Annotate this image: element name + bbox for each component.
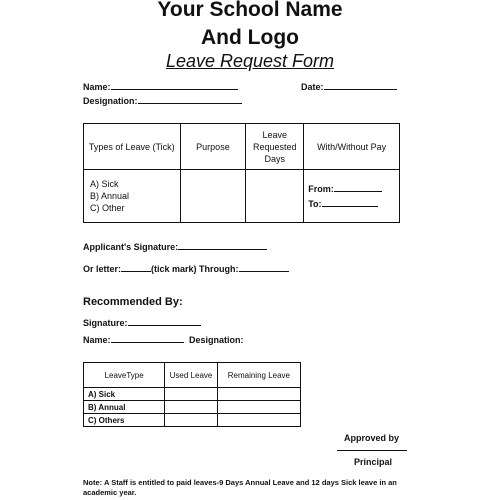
school-name: Your School Name — [157, 0, 343, 21]
to-blank[interactable] — [322, 197, 378, 207]
applicant-signature-label: Applicant's Signature: — [83, 242, 179, 252]
types-cell — [84, 170, 181, 223]
recommend-name-blank[interactable] — [111, 333, 184, 343]
summary-remaining-cell[interactable] — [217, 388, 300, 401]
approved-by-label: Approved by — [344, 433, 400, 443]
summary-row-sick — [84, 388, 301, 401]
summary-row-others — [84, 414, 301, 427]
name-label: Name: — [83, 82, 111, 92]
summary-remaining-cell[interactable] — [217, 401, 300, 414]
summary-header-row — [84, 363, 301, 388]
type-sick[interactable]: A) Sick — [90, 179, 119, 189]
header-types: Types of Leave (Tick) — [84, 124, 181, 170]
date-field — [301, 80, 397, 93]
from-field — [308, 182, 399, 195]
name-blank[interactable] — [111, 80, 238, 90]
from-blank[interactable] — [334, 182, 382, 192]
to-field — [308, 197, 399, 210]
recommend-signature-label: Signature: — [83, 318, 128, 328]
summary-row-label: B) Annual — [84, 401, 165, 414]
recommend-designation-label: Designation: — [189, 335, 244, 345]
summary-remaining-cell[interactable] — [217, 414, 300, 427]
summary-row-label: C) Others — [84, 414, 165, 427]
or-letter-blank[interactable] — [121, 262, 151, 272]
header-purpose: Purpose — [180, 124, 246, 170]
header-pay: With/Without Pay — [304, 124, 400, 170]
recommend-signature-blank[interactable] — [128, 316, 201, 326]
applicant-signature-blank[interactable] — [178, 240, 267, 250]
form-title: Leave Request Form — [165, 51, 335, 71]
name-field — [83, 80, 238, 93]
applicant-signature-field — [83, 240, 267, 253]
or-letter-label: Or letter: — [83, 264, 122, 274]
date-blank[interactable] — [324, 80, 397, 90]
type-annual[interactable]: B) Annual — [90, 191, 130, 201]
logo-text: And Logo — [201, 26, 299, 49]
from-label: From: — [308, 184, 334, 194]
leave-table-header-row — [84, 124, 400, 170]
summary-used-cell[interactable] — [165, 388, 217, 401]
recommend-name-label: Name: — [83, 335, 111, 345]
designation-blank[interactable] — [138, 94, 242, 104]
summary-used-cell[interactable] — [165, 414, 217, 427]
recommend-name-field — [83, 333, 244, 346]
principal-signature-line[interactable] — [337, 450, 407, 451]
summary-header-remaining: Remaining Leave — [217, 363, 300, 388]
header-days: Leave Requested Days — [246, 124, 304, 170]
summary-header-used: Used Leave — [165, 363, 217, 388]
days-cell[interactable] — [246, 170, 304, 223]
or-letter-field — [83, 262, 289, 275]
designation-label: Designation: — [83, 96, 138, 106]
summary-header-type: LeaveType — [84, 363, 165, 388]
leave-table-body-row — [84, 170, 400, 223]
leave-policy-note: Note: A Staff is entitled to paid leaves-9 Days Annual Leave and 12 days Sick leave in an academic year. — [83, 478, 397, 497]
tick-through-label: (tick mark) Through: — [151, 264, 239, 274]
summary-table — [83, 362, 301, 427]
recommend-signature-field — [83, 316, 201, 329]
date-label: Date: — [301, 82, 324, 92]
summary-used-cell[interactable] — [165, 401, 217, 414]
purpose-cell[interactable] — [180, 170, 246, 223]
summary-row-annual — [84, 401, 301, 414]
designation-field — [83, 94, 242, 107]
principal-label: Principal — [354, 457, 393, 467]
through-blank[interactable] — [239, 262, 289, 272]
pay-cell — [304, 170, 400, 223]
recommended-by-heading: Recommended By: — [83, 296, 183, 308]
leave-table — [83, 123, 400, 223]
summary-row-label: A) Sick — [84, 388, 165, 401]
to-label: To: — [308, 199, 322, 209]
type-other[interactable]: C) Other — [90, 203, 125, 213]
